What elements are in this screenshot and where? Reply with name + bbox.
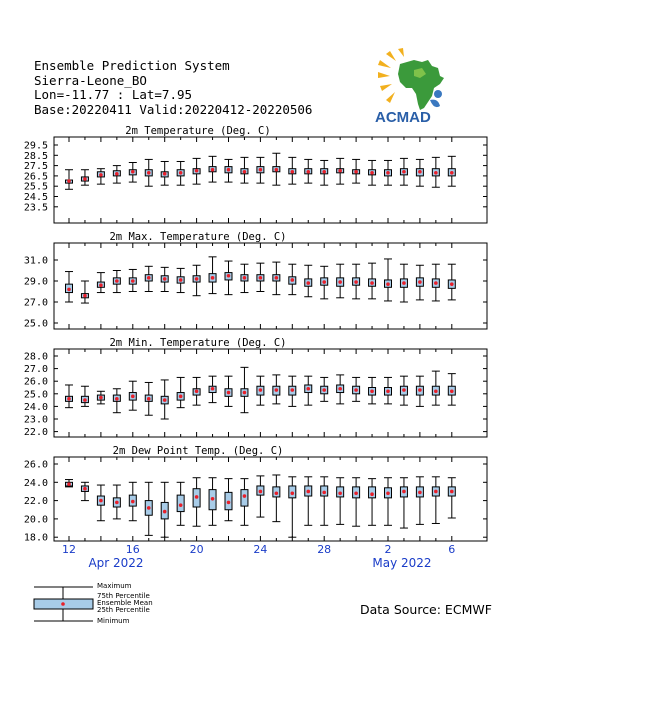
box-2022-05-06 <box>448 478 456 518</box>
mean-marker <box>147 171 151 175</box>
box-2022-04-24 <box>256 157 264 183</box>
y-tick-label: 25.0 <box>23 318 48 330</box>
box-2022-05-04 <box>416 159 424 186</box>
mean-marker <box>163 277 167 281</box>
box-2022-04-19 <box>177 268 185 292</box>
box-2022-04-20 <box>193 158 201 184</box>
mean-marker <box>243 391 247 395</box>
logo-text: ACMAD <box>375 109 431 126</box>
y-tick-label: 26.0 <box>23 376 48 388</box>
mean-marker <box>243 494 247 498</box>
mean-marker <box>354 491 358 495</box>
mean-marker <box>259 276 263 280</box>
mean-marker <box>67 288 71 292</box>
x-tick-label: 2 <box>384 543 392 556</box>
mean-marker <box>83 487 87 491</box>
panel-frame <box>54 137 487 223</box>
x-tick-label: 6 <box>448 543 456 556</box>
box-2022-04-12 <box>65 480 73 487</box>
mean-marker <box>418 280 422 284</box>
mean-marker <box>322 170 326 174</box>
box-2022-04-25 <box>272 375 280 404</box>
mean-marker <box>163 510 167 514</box>
mean-marker <box>259 168 263 172</box>
mean-marker <box>99 283 103 287</box>
mean-marker <box>402 170 406 174</box>
mean-marker <box>275 388 279 392</box>
box-2022-04-29 <box>336 158 344 184</box>
y-tick-label: 22.0 <box>23 427 48 439</box>
mean-marker <box>259 388 263 392</box>
box-2022-05-02 <box>384 259 392 301</box>
y-tick-label: 25.0 <box>23 389 48 401</box>
box-2022-05-03 <box>400 376 408 405</box>
mean-marker <box>227 391 231 395</box>
box-2022-04-30 <box>352 478 360 526</box>
mean-marker <box>450 171 454 175</box>
data-source: Data Source: ECMWF <box>360 602 492 617</box>
box-2022-04-23 <box>240 264 248 292</box>
box-2022-04-13 <box>81 281 89 303</box>
mean-marker <box>99 173 103 177</box>
y-tick-label: 25.5 <box>23 181 48 193</box>
coordinates: Lon=-11.77 : Lat=7.95 <box>34 87 193 102</box>
iqr-box <box>177 495 184 511</box>
y-tick-label: 24.0 <box>23 477 48 489</box>
mean-marker <box>115 172 119 176</box>
y-tick-label: 23.0 <box>23 414 48 426</box>
panel-title: 2m Temperature (Deg. C) <box>125 125 271 137</box>
box-2022-04-15 <box>113 389 121 413</box>
y-tick-label: 29.0 <box>23 276 48 288</box>
box-2022-04-18 <box>161 267 169 291</box>
box-2022-04-22 <box>225 159 233 182</box>
mean-marker <box>211 497 215 501</box>
box-2022-05-02 <box>384 377 392 403</box>
y-tick-label: 20.0 <box>23 514 48 526</box>
mean-marker <box>211 276 215 280</box>
box-2022-04-12 <box>65 272 73 302</box>
box-2022-04-15 <box>113 166 121 184</box>
mean-marker <box>418 170 422 174</box>
panel-4 <box>24 445 487 544</box>
box-2022-04-18 <box>161 161 169 185</box>
box-2022-05-02 <box>384 160 392 185</box>
mean-marker <box>211 387 215 391</box>
mean-marker <box>131 170 135 174</box>
box-2022-05-01 <box>368 160 376 185</box>
box-2022-04-14 <box>97 273 105 293</box>
y-tick-label: 24.5 <box>23 192 48 203</box>
box-2022-05-05 <box>432 157 440 187</box>
mean-marker <box>99 396 103 400</box>
box-2022-04-27 <box>304 477 312 525</box>
legend <box>34 582 153 625</box>
mean-marker <box>179 503 183 507</box>
box-2022-04-20 <box>193 478 201 526</box>
mean-marker <box>402 281 406 285</box>
box-2022-04-18 <box>161 380 169 419</box>
mean-marker <box>67 179 71 183</box>
mean-marker <box>275 276 279 280</box>
box-2022-04-23 <box>240 479 248 526</box>
mean-marker <box>370 281 374 285</box>
mean-marker <box>306 281 310 285</box>
box-2022-05-03 <box>400 264 408 302</box>
box-2022-05-04 <box>416 477 424 525</box>
mean-marker <box>306 490 310 494</box>
legend-p25: 25th Percentile <box>97 606 150 614</box>
mean-marker <box>179 171 183 175</box>
box-2022-05-01 <box>368 377 376 403</box>
mean-marker <box>83 398 87 402</box>
iqr-box <box>241 490 248 506</box>
box-2022-05-06 <box>448 374 456 406</box>
mean-marker <box>354 388 358 392</box>
panel-2 <box>24 231 487 330</box>
mean-marker <box>386 171 390 175</box>
box-2022-04-15 <box>113 271 121 293</box>
box-2022-04-16 <box>129 269 137 291</box>
mean-marker <box>306 170 310 174</box>
mean-marker <box>370 171 374 175</box>
box-2022-04-21 <box>209 478 217 526</box>
mean-marker <box>450 389 454 393</box>
box-2022-05-04 <box>416 265 424 300</box>
box-2022-04-27 <box>304 159 312 183</box>
mean-marker <box>354 280 358 284</box>
box-2022-04-21 <box>209 257 217 294</box>
legend-p75: 75th Percentile <box>97 592 150 600</box>
mean-marker <box>291 491 295 495</box>
mean-marker <box>163 172 167 176</box>
legend-minimum: Minimum <box>97 617 130 625</box>
y-tick-label: 27.5 <box>23 161 48 173</box>
mean-marker <box>83 294 87 298</box>
box-2022-04-22 <box>225 376 233 406</box>
mean-marker <box>291 278 295 282</box>
box-2022-04-29 <box>336 264 344 298</box>
mean-marker <box>147 397 151 401</box>
box-2022-04-18 <box>161 482 169 537</box>
mean-marker <box>434 171 438 175</box>
mean-marker <box>131 279 135 283</box>
mean-marker <box>275 491 279 495</box>
mean-marker <box>179 395 183 399</box>
box-2022-04-29 <box>336 375 344 404</box>
y-tick-label: 23.5 <box>23 202 48 214</box>
box-2022-04-16 <box>129 482 137 520</box>
y-tick-label: 24.0 <box>23 401 48 413</box>
box-2022-04-12 <box>65 385 73 408</box>
mean-marker <box>147 506 151 510</box>
mean-marker <box>291 170 295 174</box>
panel-title: 2m Min. Temperature (Deg. C) <box>109 337 287 349</box>
box-2022-05-05 <box>432 371 440 405</box>
mean-marker <box>115 501 119 505</box>
box-2022-04-17 <box>145 159 153 186</box>
box-2022-04-25 <box>272 475 280 522</box>
box-2022-05-05 <box>432 477 440 524</box>
mean-marker <box>291 388 295 392</box>
y-tick-label: 27.0 <box>23 364 48 376</box>
box-2022-04-26 <box>288 477 296 537</box>
box-2022-04-16 <box>129 163 137 183</box>
box-2022-04-26 <box>288 157 296 184</box>
mean-marker <box>322 491 326 495</box>
box-2022-04-27 <box>304 376 312 405</box>
box-2022-04-30 <box>352 159 360 183</box>
month-label-may: May 2022 <box>372 556 432 570</box>
location-name: Sierra-Leone_BO <box>34 72 147 88</box>
y-tick-label: 22.0 <box>23 496 48 508</box>
box-2022-04-13 <box>81 482 89 500</box>
legend-mean: Ensemble Mean <box>97 599 153 607</box>
mean-marker <box>322 388 326 392</box>
mean-marker <box>243 276 247 280</box>
mean-marker <box>163 398 167 402</box>
box-2022-05-06 <box>448 264 456 300</box>
mean-marker <box>211 168 215 172</box>
box-2022-04-30 <box>352 264 360 299</box>
box-2022-05-01 <box>368 479 376 526</box>
box-2022-04-26 <box>288 264 296 294</box>
box-2022-04-21 <box>209 156 217 182</box>
box-2022-04-23 <box>240 367 248 412</box>
box-2022-04-13 <box>81 386 89 406</box>
iqr-box <box>369 487 376 498</box>
mean-marker <box>338 169 342 173</box>
mean-marker <box>131 395 135 399</box>
box-2022-05-02 <box>384 478 392 526</box>
box-2022-04-19 <box>177 482 185 525</box>
box-2022-04-28 <box>320 377 328 401</box>
mean-marker <box>115 279 119 283</box>
box-2022-04-20 <box>193 265 201 295</box>
mean-marker <box>83 177 87 181</box>
y-tick-label: 29.5 <box>23 140 48 152</box>
mean-marker <box>338 387 342 391</box>
box-2022-04-14 <box>97 169 105 184</box>
box-2022-04-19 <box>177 377 185 407</box>
legend-maximum: Maximum <box>97 582 132 590</box>
mean-marker <box>370 389 374 393</box>
panel-title: 2m Dew Point Temp. (Deg. C) <box>112 445 284 457</box>
panel-title: 2m Max. Temperature (Deg. C) <box>109 231 287 243</box>
mean-marker <box>370 492 374 496</box>
mean-marker <box>195 169 199 173</box>
mean-marker <box>450 490 454 494</box>
box-2022-04-28 <box>320 160 328 185</box>
month-label-apr: Apr 2022 <box>88 556 144 570</box>
mean-marker <box>402 490 406 494</box>
mean-marker <box>354 170 358 174</box>
mean-marker <box>338 491 342 495</box>
mean-marker <box>147 276 151 280</box>
box-2022-04-13 <box>81 170 89 185</box>
mean-marker <box>386 282 390 286</box>
box-2022-04-27 <box>304 265 312 297</box>
base-valid-dates: Base:20220411 Valid:20220412-20220506 <box>34 101 313 117</box>
y-tick-label: 31.0 <box>23 255 48 267</box>
x-tick-label: 20 <box>189 543 204 556</box>
legend-mean-marker <box>61 602 65 606</box>
y-tick-label: 26.5 <box>23 171 48 183</box>
box-2022-04-23 <box>240 157 248 183</box>
mean-marker <box>386 491 390 495</box>
box-2022-05-03 <box>400 158 408 185</box>
mean-marker <box>434 281 438 285</box>
mean-marker <box>434 389 438 393</box>
box-2022-04-19 <box>177 161 185 185</box>
box-2022-04-28 <box>320 477 328 525</box>
mean-marker <box>306 387 310 391</box>
x-tick-label: 24 <box>253 543 268 556</box>
box-2022-05-03 <box>400 478 408 528</box>
box-2022-05-01 <box>368 263 376 299</box>
box-2022-04-15 <box>113 485 121 519</box>
panel-3 <box>24 337 487 438</box>
box-2022-04-29 <box>336 478 344 525</box>
mean-marker <box>67 397 71 401</box>
box-2022-04-24 <box>256 263 264 291</box>
box-2022-04-22 <box>225 479 233 521</box>
system-title: Ensemble Prediction System <box>34 58 230 73</box>
box-2022-04-17 <box>145 382 153 415</box>
y-tick-label: 18.0 <box>23 532 48 544</box>
box-2022-05-06 <box>448 156 456 186</box>
y-tick-label: 28.5 <box>23 150 48 162</box>
box-2022-04-20 <box>193 377 201 405</box>
box-2022-04-24 <box>256 376 264 405</box>
box-2022-04-26 <box>288 376 296 406</box>
mean-marker <box>322 280 326 284</box>
box-2022-04-22 <box>225 261 233 295</box>
y-tick-label: 26.0 <box>23 459 48 471</box>
x-tick-label: 16 <box>125 543 140 556</box>
mean-marker <box>243 170 247 174</box>
mean-marker <box>179 278 183 282</box>
mean-marker <box>275 168 279 172</box>
mean-marker <box>418 491 422 495</box>
box-2022-04-21 <box>209 376 217 402</box>
mean-marker <box>418 388 422 392</box>
y-tick-label: 28.0 <box>23 351 48 363</box>
mean-marker <box>227 501 231 505</box>
box-2022-04-16 <box>129 381 137 410</box>
box-2022-04-28 <box>320 266 328 299</box>
mean-marker <box>195 277 199 281</box>
mean-marker <box>227 274 231 278</box>
box-2022-04-17 <box>145 482 153 535</box>
mean-marker <box>227 168 231 172</box>
mean-marker <box>338 280 342 284</box>
mean-marker <box>386 389 390 393</box>
mean-marker <box>131 500 135 504</box>
box-2022-04-30 <box>352 377 360 401</box>
mean-marker <box>434 490 438 494</box>
mean-marker <box>195 495 199 499</box>
x-tick-label: 12 <box>62 543 76 556</box>
box-2022-04-14 <box>97 485 105 521</box>
box-2022-04-25 <box>272 262 280 295</box>
mean-marker <box>99 499 103 503</box>
x-tick-label: 28 <box>317 543 332 556</box>
y-tick-label: 27.0 <box>23 297 48 309</box>
box-2022-05-05 <box>432 264 440 301</box>
box-2022-05-04 <box>416 376 424 406</box>
mean-marker <box>402 388 406 392</box>
mean-marker <box>115 397 119 401</box>
mean-marker <box>450 282 454 286</box>
box-2022-04-25 <box>272 153 280 185</box>
mean-marker <box>259 490 263 494</box>
box-2022-04-17 <box>145 266 153 291</box>
box-2022-04-24 <box>256 476 264 517</box>
panel-1 <box>24 125 487 223</box>
mean-marker <box>195 389 199 393</box>
mean-marker <box>67 482 71 486</box>
box-2022-04-12 <box>65 170 73 190</box>
box-2022-04-14 <box>97 391 105 404</box>
